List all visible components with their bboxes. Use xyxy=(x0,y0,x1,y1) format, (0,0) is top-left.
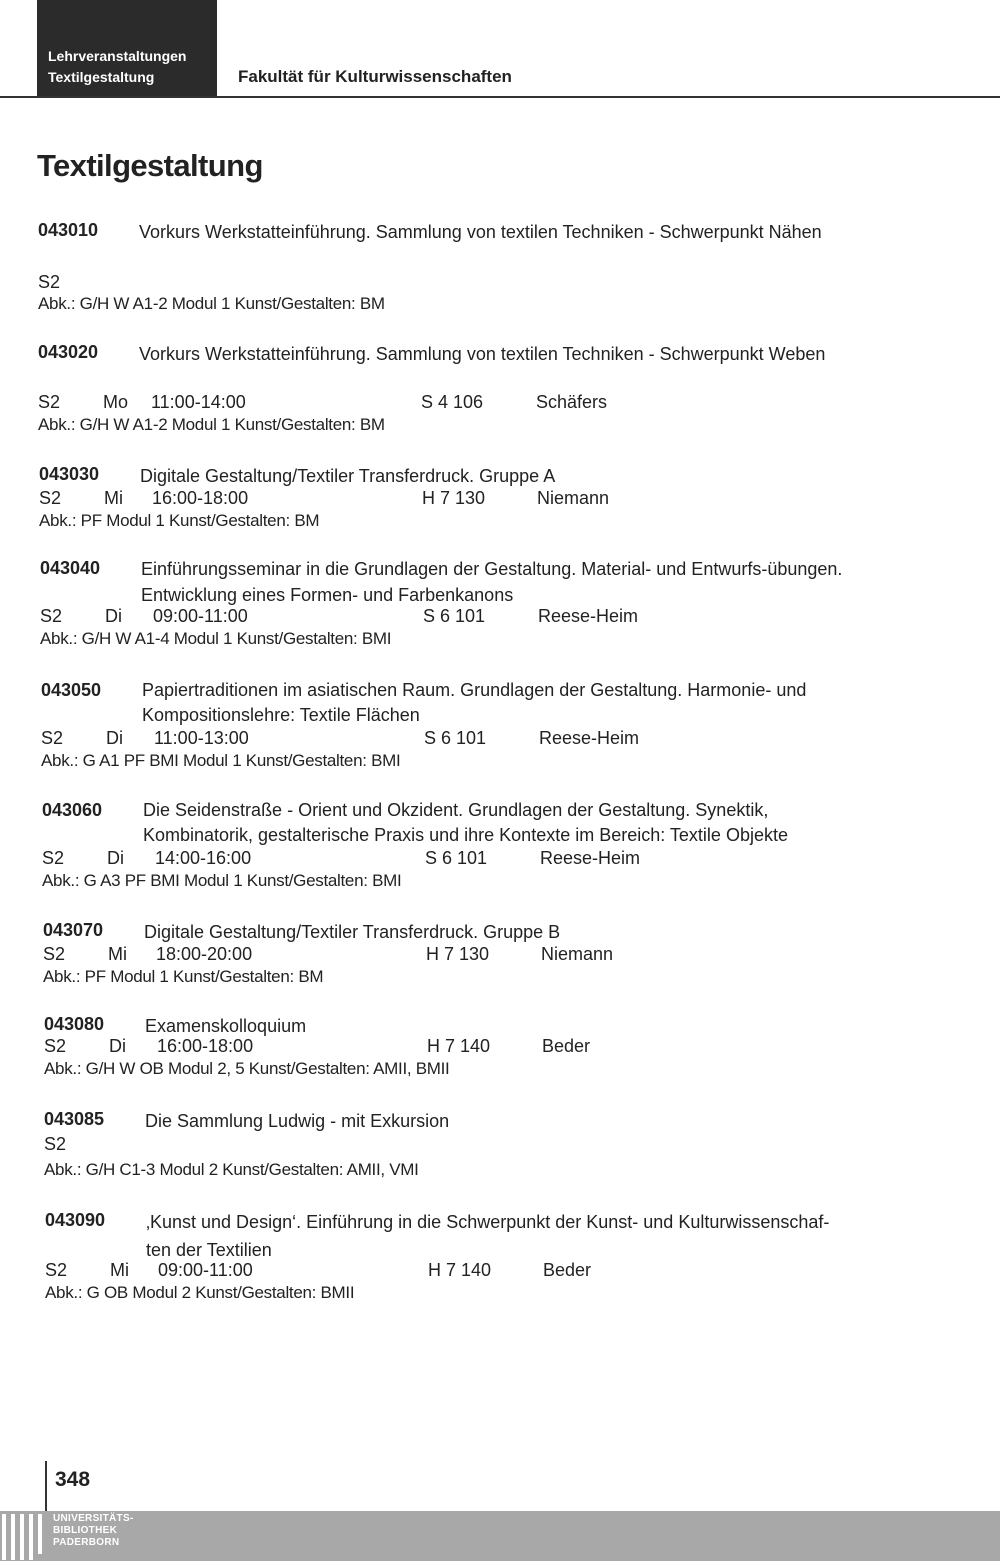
course-type: S2 xyxy=(44,1036,67,1056)
course-abbreviations: Abk.: G OB Modul 2 Kunst/Gestalten: BMII xyxy=(45,1283,355,1302)
library-name-line: BIBLIOTHEK xyxy=(53,1525,118,1536)
subsection-label: Textilgestaltung xyxy=(48,69,155,85)
library-name-line: UNIVERSITÄTS- xyxy=(53,1513,134,1524)
course-time: 16:00-18:00 xyxy=(157,1036,254,1056)
page-title: Textilgestaltung xyxy=(37,148,263,183)
course-lecturer: Reese-Heim xyxy=(538,606,639,626)
course-lecturer: Niemann xyxy=(537,488,610,508)
course-room: S 6 101 xyxy=(423,606,486,626)
course-room: H 7 130 xyxy=(422,488,486,508)
header-divider xyxy=(0,96,1000,98)
course-schedule xyxy=(38,390,738,414)
faculty-name: Fakultät für Kulturwissenschaften xyxy=(238,67,512,86)
course-day: Di xyxy=(109,1036,126,1056)
course-number: 043070 xyxy=(43,920,104,940)
course-lecturer: Beder xyxy=(543,1260,592,1280)
course-schedule xyxy=(40,604,740,628)
course-number: 043030 xyxy=(39,464,100,484)
course-time: 16:00-18:00 xyxy=(152,488,249,508)
library-name xyxy=(53,1513,134,1549)
course-day: Di xyxy=(106,728,123,748)
course-time: 14:00-16:00 xyxy=(155,848,252,868)
course-title: Einführungsseminar in die Grundlagen der Gestaltung. Material- und Entwurfs-übungen. Entwicklung eines Formen- und Farbenkanons xyxy=(141,559,843,605)
course-schedule xyxy=(44,1034,744,1058)
course-schedule xyxy=(45,1258,745,1282)
course-number: 043050 xyxy=(41,680,102,700)
course-abbreviations: Abk.: G/H W A1-4 Modul 1 Kunst/Gestalten: BMI xyxy=(40,629,392,648)
course-type: S2 xyxy=(41,728,64,748)
course-number: 043090 xyxy=(45,1210,106,1230)
course-day: Mi xyxy=(104,488,123,508)
course-abbreviations: Abk.: G/H W A1-2 Modul 1 Kunst/Gestalten: BM xyxy=(38,294,385,313)
course-schedule xyxy=(39,486,739,510)
page-number: 348 xyxy=(55,1468,91,1491)
library-logo-icon xyxy=(2,1514,46,1560)
course-schedule xyxy=(38,270,738,294)
course-day: Mo xyxy=(103,392,129,412)
course-abbreviations: Abk.: G A3 PF BMI Modul 1 Kunst/Gestalten: BMI xyxy=(42,871,402,890)
course-type: S2 xyxy=(42,848,65,868)
course-title: Examenskolloquium xyxy=(145,1016,307,1036)
course-number: 043085 xyxy=(44,1109,105,1129)
course-schedule xyxy=(44,1132,744,1156)
library-footer-band xyxy=(0,1511,1000,1561)
course-time: 11:00-13:00 xyxy=(154,728,249,748)
course-number: 043020 xyxy=(38,342,99,362)
course-type: S2 xyxy=(38,272,61,292)
course-abbreviations: Abk.: G/H W A1-2 Modul 1 Kunst/Gestalten: BM xyxy=(38,415,385,434)
section-label: Lehrveranstaltungen xyxy=(48,48,187,64)
course-title: Die Seidenstraße - Orient und Okzident. Grundlagen der Gestaltung. Synektik, Kombinatorik, gestalterische Praxis und ihre Kontexte im Bereich: Textile Objekte xyxy=(143,800,788,845)
course-type: S2 xyxy=(40,606,63,626)
course-title: Papiertraditionen im asiatischen Raum. Grundlagen der Gestaltung. Harmonie- und Kompositionslehre: Textile Flächen xyxy=(142,680,807,725)
course-schedule xyxy=(41,726,741,750)
course-type: S2 xyxy=(38,392,61,412)
course-title: Digitale Gestaltung/Textiler Transferdruck. Gruppe A xyxy=(140,466,556,486)
course-day: Di xyxy=(107,848,124,868)
course-abbreviations: Abk.: PF Modul 1 Kunst/Gestalten: BM xyxy=(43,967,324,986)
course-room: S 6 101 xyxy=(424,728,487,748)
course-abbreviations: Abk.: G/H C1-3 Modul 2 Kunst/Gestalten: AMII, VMI xyxy=(44,1160,419,1179)
course-time: 09:00-11:00 xyxy=(158,1260,253,1280)
course-room: S 6 101 xyxy=(425,848,488,868)
course-title: Die Sammlung Ludwig - mit Exkursion xyxy=(145,1111,450,1131)
course-abbreviations: Abk.: G A1 PF BMI Modul 1 Kunst/Gestalten: BMI xyxy=(41,751,401,770)
course-title: ‚Kunst und Design‘. Einführung in die Schwerpunkt der Kunst- und Kulturwissenschaf-ten der Textilien xyxy=(146,1212,830,1260)
course-type: S2 xyxy=(43,944,66,964)
course-title: Vorkurs Werkstatteinführung. Sammlung von textilen Techniken - Schwerpunkt Nähen xyxy=(139,222,822,242)
course-type: S2 xyxy=(44,1134,67,1154)
course-schedule xyxy=(43,942,743,966)
course-time: 09:00-11:00 xyxy=(153,606,248,626)
course-title: Vorkurs Werkstatteinführung. Sammlung von textilen Techniken - Schwerpunkt Weben xyxy=(139,344,826,364)
course-number: 043080 xyxy=(44,1014,105,1034)
course-schedule xyxy=(42,846,742,870)
course-lecturer: Schäfers xyxy=(536,392,608,412)
course-room: H 7 130 xyxy=(426,944,490,964)
course-lecturer: Beder xyxy=(542,1036,591,1056)
course-lecturer: Reese-Heim xyxy=(540,848,641,868)
section-tab xyxy=(37,0,217,97)
course-day: Mi xyxy=(108,944,127,964)
course-abbreviations: Abk.: PF Modul 1 Kunst/Gestalten: BM xyxy=(39,511,320,530)
course-room: H 7 140 xyxy=(427,1036,491,1056)
course-title: Digitale Gestaltung/Textiler Transferdruck. Gruppe B xyxy=(144,922,561,942)
course-number: 043010 xyxy=(38,220,99,240)
course-room: S 4 106 xyxy=(421,392,484,412)
course-day: Mi xyxy=(110,1260,129,1280)
course-time: 18:00-20:00 xyxy=(156,944,253,964)
course-abbreviations: Abk.: G/H W OB Modul 2, 5 Kunst/Gestalten: AMII, BMII xyxy=(44,1059,450,1078)
course-room: H 7 140 xyxy=(428,1260,492,1280)
course-time: 11:00-14:00 xyxy=(151,392,246,412)
course-day: Di xyxy=(105,606,122,626)
course-type: S2 xyxy=(39,488,62,508)
library-name-line: PADERBORN xyxy=(53,1537,120,1548)
footer-divider xyxy=(45,1461,47,1511)
course-lecturer: Niemann xyxy=(541,944,614,964)
course-type: S2 xyxy=(45,1260,68,1280)
course-lecturer: Reese-Heim xyxy=(539,728,640,748)
course-number: 043040 xyxy=(40,558,101,578)
course-number: 043060 xyxy=(42,800,103,820)
